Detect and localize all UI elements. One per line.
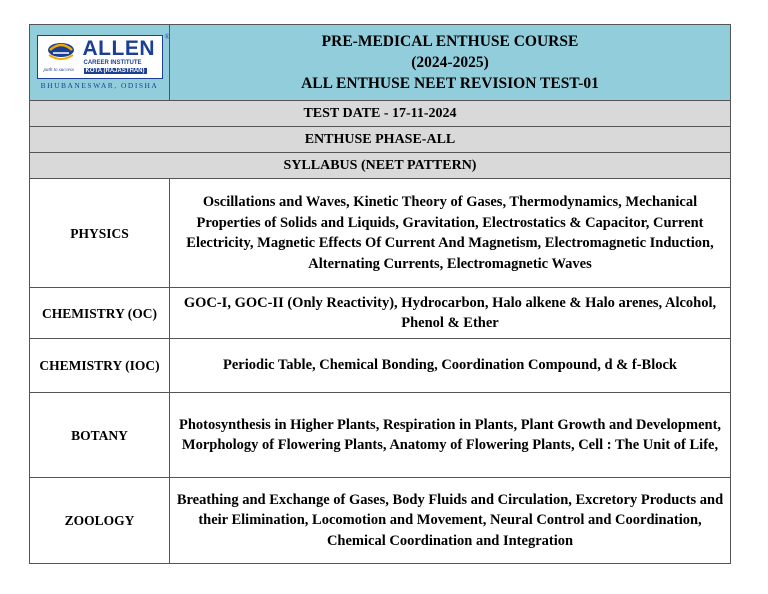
header-title-cell bbox=[170, 25, 731, 101]
subject-row-physics bbox=[30, 179, 731, 288]
subject-topics: GOC-I, GOC-II (Only Reactivity), Hydrocarbon, Halo alkene & Halo arenes, Alcohol, Phenol & Ether bbox=[170, 288, 731, 339]
syllabus-table bbox=[29, 24, 731, 564]
subject-row-chemistry-ioc bbox=[30, 339, 731, 393]
subject-name: BOTANY bbox=[30, 393, 170, 478]
subject-row-chemistry-oc bbox=[30, 288, 731, 339]
subject-name: PHYSICS bbox=[30, 179, 170, 288]
subject-topics: Oscillations and Waves, Kinetic Theory of Gases, Thermodynamics, Mechanical Properties of Solids and Liquids, Gravitation, Electrostatics & Capacitor, Current Electricity, Magnetic Effects Of Current And Magnetism, Electromagnetic Induction, Alternating Currents, Electromagnetic Waves bbox=[170, 179, 731, 288]
test-title: ALL ENTHUSE NEET REVISION TEST-01 bbox=[301, 75, 599, 92]
logo-tagline: path to success bbox=[43, 67, 74, 73]
subject-topics: Periodic Table, Chemical Bonding, Coordination Compound, d & f-Block bbox=[170, 339, 731, 393]
syllabus-title: SYLLABUS (NEET PATTERN) bbox=[30, 153, 731, 179]
subject-row-botany bbox=[30, 393, 731, 478]
subject-name: ZOOLOGY bbox=[30, 478, 170, 564]
test-date: TEST DATE - 17-11-2024 bbox=[30, 101, 731, 127]
logo-cell bbox=[30, 25, 170, 101]
logo-name: ALLEN bbox=[82, 36, 155, 60]
logo-city: BHUBANESWAR, ODISHA bbox=[40, 80, 159, 90]
course-session: (2024-2025) bbox=[411, 54, 489, 71]
logo-location: KOTA (RAJASTHAN) bbox=[85, 67, 145, 74]
logo-box bbox=[37, 35, 163, 79]
subject-topics: Breathing and Exchange of Gases, Body Fluids and Circulation, Excretory Products and their Elimination, Locomotion and Movement, Neural Control and Coordination, Chemical Coordination and Integration bbox=[170, 478, 731, 564]
allen-logo bbox=[33, 32, 170, 91]
course-title: PRE-MEDICAL ENTHUSE COURSE bbox=[321, 33, 579, 50]
subject-name: CHEMISTRY (IOC) bbox=[30, 339, 170, 393]
registered-mark-icon: ® bbox=[164, 32, 170, 41]
subject-topics: Photosynthesis in Higher Plants, Respiration in Plants, Plant Growth and Development, Morphology of Flowering Plants, Anatomy of Flowering Plants, Cell : The Unit of Life, bbox=[170, 393, 731, 478]
subject-name: CHEMISTRY (OC) bbox=[30, 288, 170, 339]
logo-subtitle: CAREER INSTITUTE bbox=[83, 59, 142, 66]
header-row bbox=[30, 25, 731, 101]
phase-label: ENTHUSE PHASE-ALL bbox=[30, 127, 731, 153]
logo-emblem-icon bbox=[41, 38, 81, 72]
subject-row-zoology bbox=[30, 478, 731, 564]
